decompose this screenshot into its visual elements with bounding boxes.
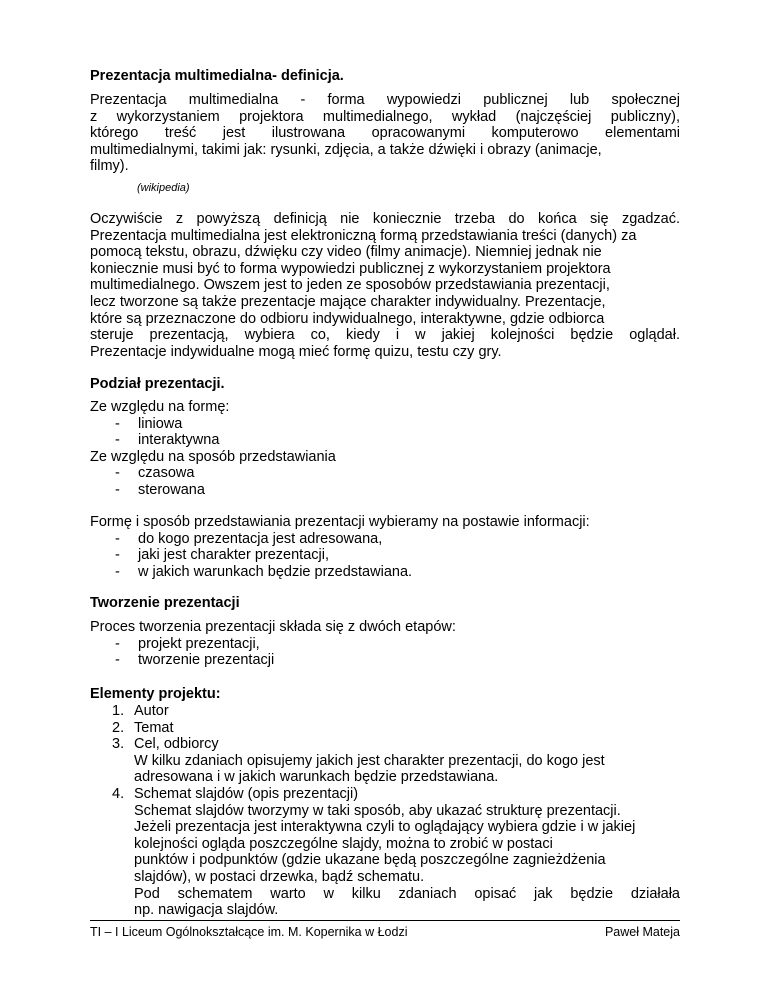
item-description: punktów i podpunktów (gdzie ukazane będą poszczególne zagnieżdżenia	[134, 852, 606, 869]
text-line: lecz tworzone są także prezentacje mające charakter indywidualny. Prezentacje,	[90, 293, 606, 310]
list-item: - sterowana	[115, 481, 205, 498]
text-line: z wykorzystaniem projektora multimedialnego, wykład (najczęściej publiczny),	[90, 108, 680, 125]
text-line: którego treść jest ilustrowana opracowanymi komputerowo elementami	[90, 125, 680, 142]
division-list	[90, 399, 680, 499]
item-description: Schemat slajdów tworzymy w taki sposób, aby ukazać strukturę prezentacji.	[134, 802, 621, 819]
item-description: slajdów), w postaci drzewka, bądź schematu.	[134, 868, 425, 885]
heading-division: Podział prezentacji.	[90, 376, 225, 392]
item-description: W kilku zdaniach opisujemy jakich jest charakter prezentacji, do kogo jest	[134, 752, 605, 769]
list-item: - liniowa	[115, 415, 183, 432]
list-item: 4. Schemat slajdów (opis prezentacji)	[112, 785, 359, 802]
heading-creation: Tworzenie prezentacji	[90, 595, 240, 611]
choice-list	[90, 514, 680, 580]
text-line: multimedialnego. Owszem jest to jeden ze sposobów przedstawiania prezentacji,	[90, 277, 610, 294]
form-label: Ze względu na formę:	[90, 399, 230, 415]
list-item: - tworzenie prezentacji	[115, 652, 275, 669]
list-item: - jaki jest charakter prezentacji,	[115, 547, 329, 564]
text-line: filmy).	[90, 158, 129, 175]
text-line: pomocą tekstu, obrazu, dźwięku czy video (filmy animacje). Niemniej jednak nie	[90, 244, 602, 261]
item-description: adresowana i w jakich warunkach będzie przedstawiana.	[134, 769, 499, 786]
choice-label: Formę i sposób przedstawiania prezentacji wybieramy na postawie informacji:	[90, 514, 590, 530]
footer-author: Paweł Mateja	[604, 925, 680, 939]
item-description: np. nawigacja slajdów.	[134, 902, 279, 919]
list-item: - czasowa	[115, 465, 195, 482]
definition-paragraph	[90, 92, 680, 175]
text-line: Oczywiście z powyższą definicją nie koniecznie trzeba do końca się zgadzać.	[90, 211, 680, 227]
footer-school: TI – I Liceum Ogólnokształcące im. M. Kopernika w Łodzi	[90, 925, 408, 939]
list-item: 2. Temat	[112, 719, 174, 736]
commentary-paragraph	[90, 211, 680, 360]
text-line: Prezentacja multimedialna - forma wypowiedzi publicznej lub społecznej	[90, 92, 680, 108]
text-line: które są przeznaczone do odbioru indywidualnego, interaktywne, gdzie odbiorca	[90, 310, 605, 327]
text-line: steruje prezentacją, wybiera co, kiedy i w jakiej kolejności będzie oglądał.	[90, 327, 680, 344]
page-footer	[90, 920, 680, 939]
item-description: Pod schematem warto w kilku zdaniach opisać jak będzie działała	[134, 885, 680, 902]
list-item: 1. Autor	[112, 703, 169, 719]
text-line: Prezentacja multimedialna jest elektroniczną formą przedstawiania treści (danych) za	[90, 227, 637, 244]
list-item: 3. Cel, odbiorcy	[112, 736, 219, 753]
source-citation: (wikipedia)	[137, 182, 190, 194]
item-description: kolejności ogląda poszczególne slajdy, można to zrobić w postaci	[134, 835, 553, 852]
text-line: Prezentacje indywidualne mogą mieć formę quizu, testu czy gry.	[90, 343, 502, 360]
item-description: Jeżeli prezentacja jest interaktywna czyli to oglądający wybiera gdzie i w jakiej	[134, 819, 636, 836]
list-item: - w jakich warunkach będzie przedstawiana.	[115, 563, 413, 580]
list-item: - do kogo prezentacja jest adresowana,	[115, 530, 383, 547]
project-elements-list	[90, 703, 680, 919]
creation-intro: Proces tworzenia prezentacji składa się z dwóch etapów:	[90, 619, 456, 635]
heading-project-elements: Elementy projektu:	[90, 686, 221, 702]
list-item: - projekt prezentacji,	[115, 635, 260, 652]
list-item: - interaktywna	[115, 432, 220, 449]
method-label: Ze względu na sposób przedstawiania	[90, 448, 336, 465]
text-line: multimedialnymi, takimi jak: rysunki, zdjęcia, a także dźwięki i obrazy (animacje,	[90, 141, 602, 158]
creation-list	[90, 619, 680, 669]
heading-definition: Prezentacja multimedialna- definicja.	[90, 68, 344, 84]
text-line: koniecznie musi być to forma wypowiedzi publicznej z wykorzystaniem projektora	[90, 260, 611, 277]
